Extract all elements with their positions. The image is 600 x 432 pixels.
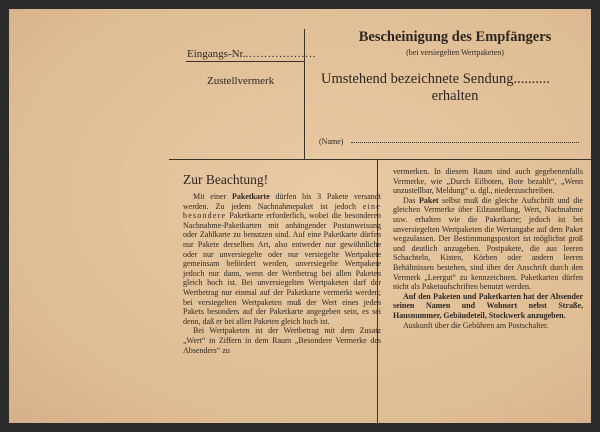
form-subtitle: (bei versiegelten Wertpaketen)	[406, 48, 504, 57]
beachtung-right-paragraph-2	[393, 196, 583, 292]
text-run: Mit einer	[193, 192, 232, 201]
beachtung-left-paragraph-1	[183, 192, 381, 326]
erhalten-text: erhalten	[431, 88, 479, 104]
eingang-nr-dots: ...................	[245, 48, 317, 60]
sendung-line	[321, 71, 593, 88]
sendung-text: Umstehend bezeichnete Sendung	[321, 71, 514, 87]
text-run: Paketkarte erforderlich, wobei die besonderen Nachnahme-Paketkarten mit anhängender Postanweisung oder Zahlkarte zu benutzen sind. Auf eine Paketkarte dürfen nur Pakete derselben Art, also entweder nur gewöhnliche oder nur unversiegelte oder nur versiegelte Wertpakete gemeinsam befördert werden, unversiegelte Wertpakete jedoch nur dann, wenn der Wertbetrag bei allen Paketen gleich hoch ist. Bei unversiegelten Wertpaketen darf der Wertbetrag nur einmal auf der Paketkarte vermerkt werden; bei versiegelten Wertpaketen muß der Wert eines jeden Pakets besonders auf der Paketkarte angegeben sein, es sei denn, daß er bei allen Paketen gleich hoch ist.	[183, 211, 381, 326]
paket-emphasis: Paket	[419, 195, 439, 205]
eingang-nr-label: Eingangs-Nr.	[187, 48, 246, 60]
beachtung-right-column	[393, 167, 583, 330]
eingang-underline	[186, 61, 304, 62]
text-run: Das	[403, 195, 419, 205]
text-run: dürfen bis 3 Pakete versandt werden. Zu jedem Nachnahmepaket ist jedoch	[183, 192, 382, 211]
form-title: Bescheinigung des Empfängers	[358, 29, 552, 45]
beachtung-right-paragraph-1: vermerken. In diesem Raum sind auch gegebenenfalls Vermerke, wie „Durch Eilboten, Bote bezahlt“, „Wenn unzustellbar, Meldung“ u. dgl., niederzuschreiben.	[393, 167, 583, 196]
beachtung-title: Zur Beachtung!	[183, 172, 269, 187]
sendung-dots: ..........	[513, 71, 550, 87]
beachtung-left-paragraph-2: Bei Wertpaketen ist der Wertbetrag mit dem Zusatz „Wert“ in Ziffern in dem Raum „Besondere Vermerke des Absenders“ zu	[183, 326, 381, 355]
beachtung-right-paragraph-3	[393, 292, 583, 321]
name-signature-line	[351, 142, 579, 143]
eingang-nr-field	[187, 48, 317, 60]
parcel-card	[9, 9, 591, 423]
text-run: selbst muß die gleiche Aufschrift und die gleichen Vermerke über Eilzustellung, Wert, Nachnahme usw. erhalten wie die Paketkarte; jedoch ist bei unversiegelten Wertpaketen die Wertangabe auf dem Paket wegzulassen. Der Bestimmungspostort ist möglichst groß und deutlich anzugeben. Postpakete, die aus leeren Schachteln, Kisten, Körben oder andern leeren Behältnissen bestehen, sind über der Anschrift durch den Vermerk „Leergut“ zu kennzeichnen. Paketkarten dürfen nicht als Paketaufschriften benutzt werden.	[393, 195, 583, 292]
absender-notice-bold: Auf den Paketen und Paketkarten hat der Absender seinen Namen und Wohnort nebst Straße, Hausnummer, Gebäudeteil, Stockwerk anzugeben.	[393, 291, 583, 320]
paketkarte-emphasis: Paketkarte	[232, 192, 270, 201]
name-label: (Name)	[319, 137, 344, 146]
zustellvermerk-label: Zustellvermerk	[207, 75, 275, 87]
beachtung-left-column	[183, 192, 381, 355]
eine-besondere-emphasis: eine besondere	[183, 201, 381, 221]
header-bottom-line	[169, 159, 591, 160]
beachtung-right-paragraph-4: Auskunft über die Gebühren am Postschalter.	[403, 320, 549, 330]
